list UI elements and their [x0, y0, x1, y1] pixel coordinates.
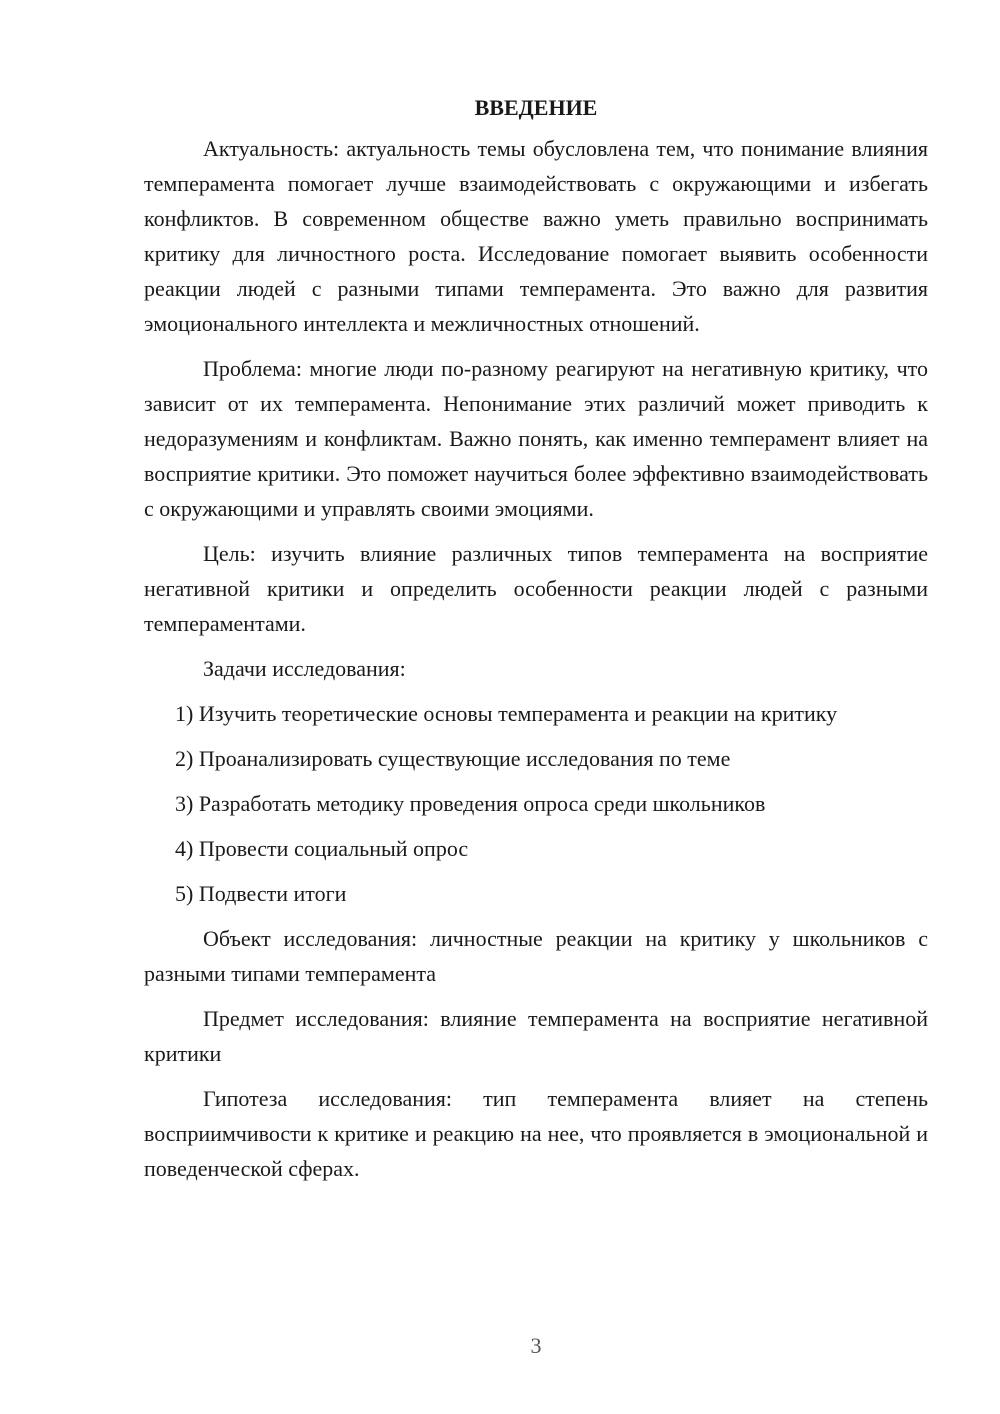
task-list [144, 696, 928, 911]
subject-paragraph: Предмет исследования: влияние темперамента на восприятие негативной критики [144, 1006, 928, 1066]
object-paragraph: Объект исследования: личностные реакции на критику у школьников с разными типами темперамента [144, 926, 928, 986]
goal-paragraph: Цель: изучить влияние различных типов темперамента на восприятие негативной критики и определить особенности реакции людей с разными темпераментами. [144, 541, 928, 636]
task-item-5: 5) Подвести итоги [175, 881, 347, 906]
task-item-1: 1) Изучить теоретические основы темперамента и реакции на критику [175, 701, 838, 726]
page-number: 3 [530, 1333, 542, 1358]
task-item-2: 2) Проанализировать существующие исследования по теме [175, 746, 731, 771]
problem-paragraph: Проблема: многие люди по-разному реагируют на негативную критику, что зависит от их темперамента. Непонимание этих различий может приводить к недоразумениям и конфликтам. Важно понять, как именно темперамент влияет на восприятие критики. Это поможет научиться более эффективно взаимодействовать с окружающими и управлять своими эмоциями. [144, 356, 928, 521]
relevance-paragraph: Актуальность: актуальность темы обусловлена тем, что понимание влияния темперамента помогает лучше взаимодействовать с окружающими и избегать конфликтов. В современном обществе важно уметь правильно воспринимать критику для личностного роста. Исследование помогает выявить особенности реакции людей с разными типами темперамента. Это важно для развития эмоционального интеллекта и межличностных отношений. [144, 136, 928, 336]
tasks-heading: Задачи исследования: [203, 656, 406, 681]
task-item-3: 3) Разработать методику проведения опроса среди школьников [175, 791, 766, 816]
document-page [144, 90, 928, 1196]
task-item-4: 4) Провести социальный опрос [175, 836, 469, 861]
hypothesis-paragraph: Гипотеза исследования: тип темперамента влияет на степень восприимчивости к критике и реакцию на нее, что проявляется в эмоциональной и поведенческой сферах. [144, 1086, 928, 1181]
section-title: ВВЕДЕНИЕ [474, 95, 598, 120]
